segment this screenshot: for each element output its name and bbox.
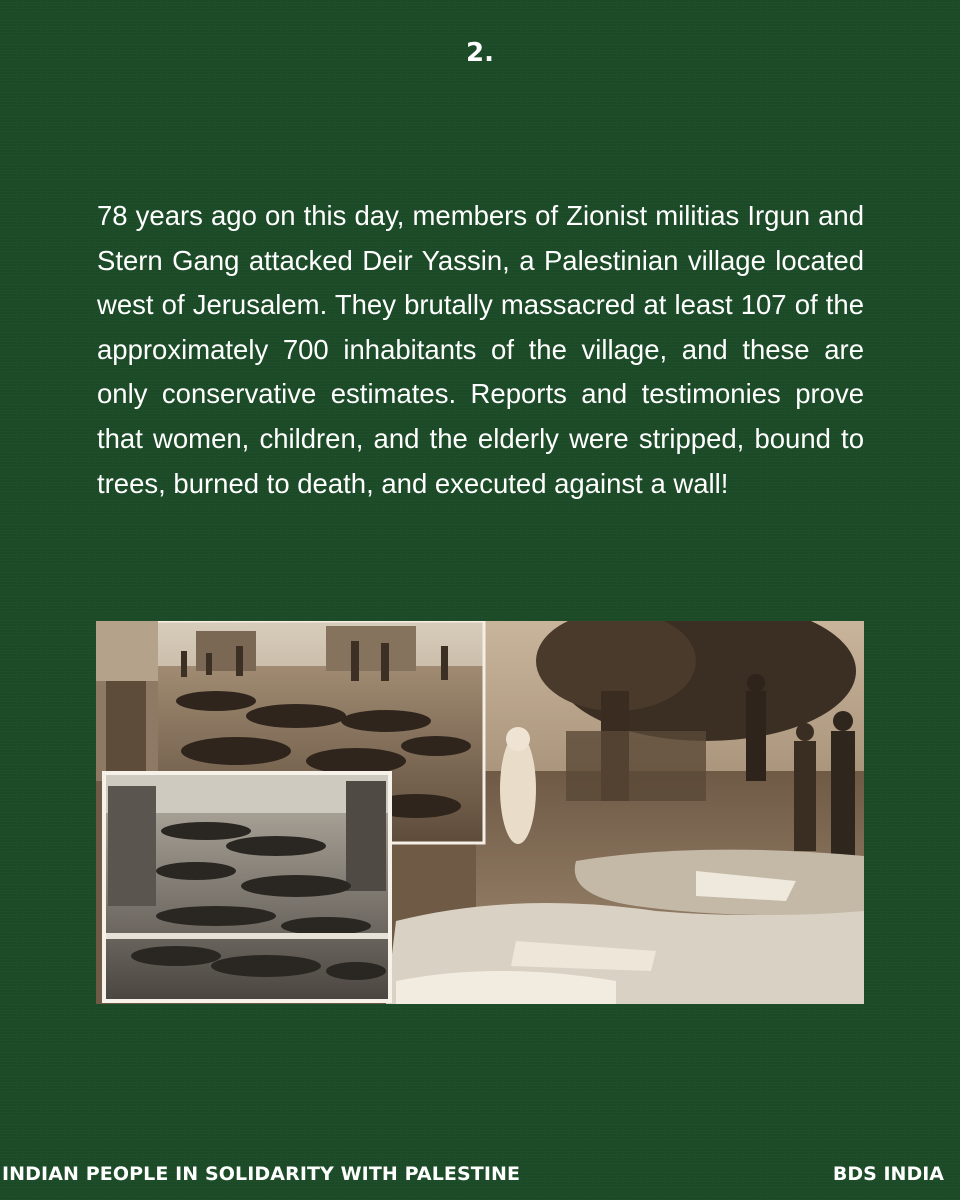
footer-organization: INDIAN PEOPLE IN SOLIDARITY WITH PALESTINE: [2, 1163, 521, 1185]
photo-collage: [96, 621, 864, 1004]
footer: [0, 1160, 960, 1190]
footer-brand: BDS INDIA: [832, 1163, 944, 1185]
body-paragraph: 78 years ago on this day, members of Zionist militias Irgun and Stern Gang attacked Deir Yassin, a Palestinian village located west of Jerusalem. They brutally massacred at least 107 of the approximately 700 inhabitants of the village, and these are only conservative estimates. Reports and testimonies prove that women, children, and the elderly were stripped, bound to trees, burned to death, and executed against a wall!: [97, 200, 864, 499]
photo-bottom-left-inset: [104, 773, 390, 1001]
photo-left-strip: [96, 621, 158, 781]
page-number: 2.: [466, 38, 494, 68]
